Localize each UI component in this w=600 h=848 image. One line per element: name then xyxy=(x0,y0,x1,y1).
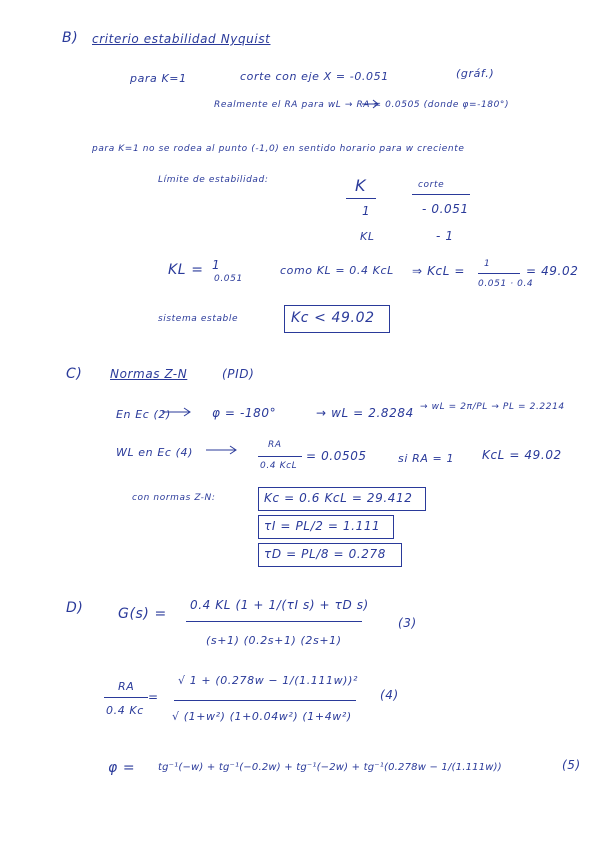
arrow-icon xyxy=(206,446,236,454)
c-norms-label: con normas Z-N: xyxy=(132,493,216,503)
c-line2-source: WL en Ec (4) xyxy=(116,446,194,459)
c-line1-pl: → wL = 2π/PL → PL = 2.2214 xyxy=(420,402,565,412)
c-line2-frac-num: RA xyxy=(268,440,282,450)
c-line1-source: En Ec (2) xyxy=(116,408,171,421)
section-c-pid: (PID) xyxy=(222,367,255,381)
c-line1-phi: φ = -180° xyxy=(212,406,277,420)
g-eq-tag: (3) xyxy=(398,616,417,630)
b-line1-condition: para K=1 xyxy=(130,72,187,85)
table-r1c1: 1 xyxy=(362,204,371,218)
kcl-frac-num: 1 xyxy=(484,259,491,269)
section-b-title: criterio estabilidad Nyquist xyxy=(92,32,271,46)
section-c-label: C) xyxy=(66,366,83,382)
table-r2c1: KL xyxy=(360,230,375,243)
kcl-result: = 49.02 xyxy=(526,264,579,278)
b-limit-label: Límite de estabilidad: xyxy=(158,175,269,185)
table-r2c2: - 1 xyxy=(436,229,454,243)
phi-rhs: tg⁻¹(−w) + tg⁻¹(−0.2w) + tg⁻¹(−2w) + tg⁻¹(0.278w − 1/(1.111w)) xyxy=(158,762,502,773)
ra-den: 0.4 Kc xyxy=(106,704,144,717)
c-line2-kcl: KcL = 49.02 xyxy=(482,448,562,462)
ra-rhs-den: √ (1+w²) (1+0.04w²) (1+4w²) xyxy=(172,710,352,723)
g-numerator: 0.4 KL (1 + 1/(τI s) + τD s) xyxy=(190,598,369,612)
stable-label: sistema estable xyxy=(158,314,239,324)
td-value: τD = PL/8 = 0.278 xyxy=(264,547,386,561)
c-line2-frac-den: 0.4 KcL xyxy=(260,461,298,471)
b-line3: para K=1 no se rodea al punto (-1,0) en sentido horario para w creciente xyxy=(92,144,465,154)
arrow-icon xyxy=(162,408,190,416)
ra-num: RA xyxy=(118,680,135,693)
b-line1-result: corte con eje X = -0.051 xyxy=(240,70,389,83)
kl-frac-num: 1 xyxy=(212,258,221,272)
g-denominator: (s+1) (0.2s+1) (2s+1) xyxy=(206,634,342,647)
table-r1c2: - 0.051 xyxy=(422,202,469,216)
ti-value: τI = PL/2 = 1.111 xyxy=(264,519,381,533)
kl-frac-den: 0.051 xyxy=(214,274,243,284)
b-line1-note: (gráf.) xyxy=(456,67,495,80)
c-line1-wl: → wL = 2.8284 xyxy=(316,406,414,420)
kcl-frac-den: 0.051 · 0.4 xyxy=(478,279,534,289)
c-line2-value: = 0.0505 xyxy=(306,449,367,463)
section-d-label: D) xyxy=(66,600,84,616)
kl-como: como KL = 0.4 KcL xyxy=(280,264,394,277)
stable-answer: Kc < 49.02 xyxy=(291,310,375,326)
table-col1-header: K xyxy=(355,176,367,195)
section-c-title: Normas Z-N xyxy=(110,367,188,381)
ra-rhs-num: √ 1 + (0.278w − 1/(1.111w))² xyxy=(178,674,358,687)
kl-arrow: ⇒ KcL = xyxy=(412,264,466,278)
section-b-label: B) xyxy=(62,30,79,46)
phi-lhs: φ = xyxy=(108,760,136,776)
phi-eq-tag: (5) xyxy=(562,758,581,772)
kl-eq-lhs: KL = xyxy=(168,262,204,278)
g-lhs: G(s) = xyxy=(118,606,167,622)
kc-value: Kc = 0.6 KcL = 29.412 xyxy=(264,491,413,505)
table-col2-header: corte xyxy=(418,180,445,190)
c-line2-condition: si RA = 1 xyxy=(398,452,455,465)
ra-eq-tag: (4) xyxy=(380,688,399,702)
b-line2: Realmente el RA para wL → RA = 0.0505 (donde φ=-180°) xyxy=(214,100,510,110)
arrow-icon xyxy=(362,100,378,108)
ra-equals: = xyxy=(148,690,159,704)
